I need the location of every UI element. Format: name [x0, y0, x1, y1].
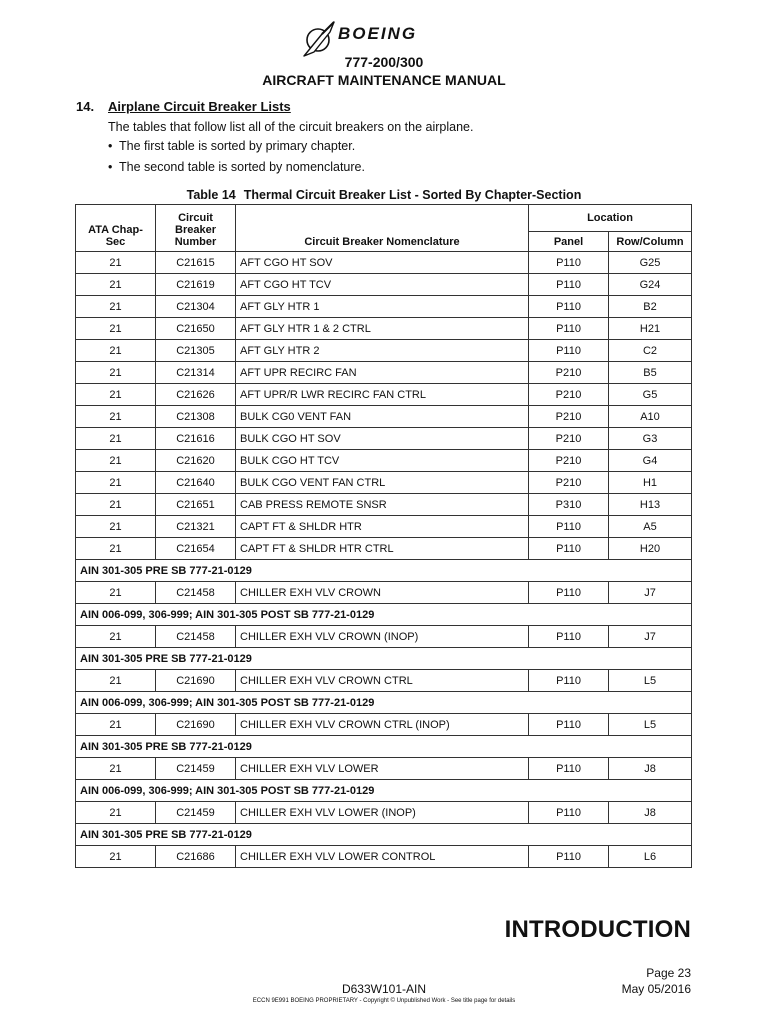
brand-wordmark: BOEING: [338, 24, 418, 43]
header-row-column: Row/Column: [609, 232, 692, 252]
effectivity-note: AIN 301-305 PRE SB 777-21-0129: [76, 824, 692, 846]
cell-nomenclature: CAPT FT & SHLDR HTR CTRL: [236, 538, 529, 560]
cell-ata: 21: [76, 758, 156, 780]
header-ata-chap-sec: ATA Chap-Sec: [76, 205, 156, 252]
table-row: [76, 340, 692, 362]
cell-row-column: J8: [609, 802, 692, 824]
table-row: [76, 538, 692, 560]
cell-cb-number: C21686: [156, 846, 236, 868]
cell-cb-number: C21459: [156, 758, 236, 780]
cell-ata: 21: [76, 494, 156, 516]
cell-cb-number: C21616: [156, 428, 236, 450]
cell-cb-number: C21690: [156, 714, 236, 736]
table-row: [76, 714, 692, 736]
cell-cb-number: C21314: [156, 362, 236, 384]
cell-ata: 21: [76, 428, 156, 450]
cell-row-column: J7: [609, 626, 692, 648]
cell-panel: P210: [529, 472, 609, 494]
cell-row-column: J8: [609, 758, 692, 780]
chapter-label: INTRODUCTION: [504, 916, 691, 943]
section-number: 14.: [76, 99, 95, 114]
cell-cb-number: C21626: [156, 384, 236, 406]
table-row: [76, 472, 692, 494]
cell-panel: P110: [529, 538, 609, 560]
cell-row-column: J7: [609, 582, 692, 604]
cell-nomenclature: CHILLER EXH VLV CROWN: [236, 582, 529, 604]
cell-row-column: A10: [609, 406, 692, 428]
cell-panel: P110: [529, 758, 609, 780]
cell-ata: 21: [76, 318, 156, 340]
page-number: Page 23: [646, 966, 691, 980]
cell-panel: P110: [529, 274, 609, 296]
cell-ata: 21: [76, 252, 156, 274]
effectivity-note: AIN 006-099, 306-999; AIN 301-305 POST SB 777-21-0129: [76, 692, 692, 714]
table-row: [76, 318, 692, 340]
table-row: [76, 252, 692, 274]
cell-nomenclature: CHILLER EXH VLV LOWER: [236, 758, 529, 780]
cell-cb-number: C21615: [156, 252, 236, 274]
section-title: Airplane Circuit Breaker Lists: [108, 99, 291, 114]
cell-nomenclature: BULK CG0 VENT FAN: [236, 406, 529, 428]
cell-cb-number: C21305: [156, 340, 236, 362]
cell-panel: P110: [529, 296, 609, 318]
cell-cb-number: C21321: [156, 516, 236, 538]
cell-cb-number: C21654: [156, 538, 236, 560]
cell-cb-number: C21304: [156, 296, 236, 318]
cell-panel: P210: [529, 362, 609, 384]
cell-row-column: A5: [609, 516, 692, 538]
table-row: [76, 802, 692, 824]
cell-panel: P110: [529, 340, 609, 362]
bullet-text: The first table is sorted by primary chapter.: [119, 139, 356, 153]
header-cb-number: Circuit Breaker Number: [156, 205, 236, 252]
cell-cb-number: C21459: [156, 802, 236, 824]
circuit-breaker-table: [75, 204, 692, 868]
effectivity-note: AIN 301-305 PRE SB 777-21-0129: [76, 648, 692, 670]
revision-date: May 05/2016: [621, 982, 691, 996]
cell-panel: P210: [529, 450, 609, 472]
cell-row-column: G5: [609, 384, 692, 406]
cell-ata: 21: [76, 340, 156, 362]
effectivity-note: AIN 301-305 PRE SB 777-21-0129: [76, 736, 692, 758]
cell-nomenclature: BULK CGO HT TCV: [236, 450, 529, 472]
table-note-row: [76, 560, 692, 582]
cell-ata: 21: [76, 582, 156, 604]
cell-cb-number: C21619: [156, 274, 236, 296]
cell-ata: 21: [76, 670, 156, 692]
cell-ata: 21: [76, 384, 156, 406]
cell-panel: P210: [529, 384, 609, 406]
cell-panel: P110: [529, 670, 609, 692]
cell-ata: 21: [76, 516, 156, 538]
table-row: [76, 406, 692, 428]
cell-nomenclature: CHILLER EXH VLV LOWER (INOP): [236, 802, 529, 824]
cell-row-column: L6: [609, 846, 692, 868]
cell-ata: 21: [76, 802, 156, 824]
cell-ata: 21: [76, 274, 156, 296]
aircraft-model: 777-200/300: [344, 54, 424, 70]
header-panel: Panel: [529, 232, 609, 252]
cell-panel: P110: [529, 802, 609, 824]
cell-cb-number: C21308: [156, 406, 236, 428]
table-note-row: [76, 692, 692, 714]
cell-nomenclature: AFT GLY HTR 2: [236, 340, 529, 362]
cell-cb-number: C21640: [156, 472, 236, 494]
table-note-row: [76, 736, 692, 758]
cell-row-column: H21: [609, 318, 692, 340]
cell-nomenclature: CAPT FT & SHLDR HTR: [236, 516, 529, 538]
cell-ata: 21: [76, 846, 156, 868]
cell-nomenclature: CHILLER EXH VLV CROWN (INOP): [236, 626, 529, 648]
table-note-row: [76, 604, 692, 626]
document-id: D633W101-AIN: [341, 982, 427, 996]
cell-row-column: G24: [609, 274, 692, 296]
table-row: [76, 670, 692, 692]
table-row: [76, 846, 692, 868]
cell-nomenclature: CHILLER EXH VLV CROWN CTRL (INOP): [236, 714, 529, 736]
cell-panel: P110: [529, 516, 609, 538]
cell-row-column: B2: [609, 296, 692, 318]
cell-cb-number: C21458: [156, 626, 236, 648]
cell-panel: P110: [529, 846, 609, 868]
cell-panel: P310: [529, 494, 609, 516]
cell-nomenclature: CAB PRESS REMOTE SNSR: [236, 494, 529, 516]
cell-row-column: C2: [609, 340, 692, 362]
table-row: [76, 274, 692, 296]
effectivity-note: AIN 301-305 PRE SB 777-21-0129: [76, 560, 692, 582]
table-note-row: [76, 648, 692, 670]
section-intro: The tables that follow list all of the circuit breakers on the airplane.: [108, 120, 474, 134]
cell-row-column: G3: [609, 428, 692, 450]
bullet-item: • The first table is sorted by primary chapter.: [108, 139, 356, 153]
cell-panel: P110: [529, 626, 609, 648]
manual-title: AIRCRAFT MAINTENANCE MANUAL: [262, 72, 506, 88]
header-location: Location: [529, 205, 692, 232]
cell-ata: 21: [76, 450, 156, 472]
cell-ata: 21: [76, 626, 156, 648]
cell-panel: P210: [529, 428, 609, 450]
cell-row-column: L5: [609, 670, 692, 692]
cell-row-column: H13: [609, 494, 692, 516]
table-body: [76, 252, 692, 868]
cell-nomenclature: AFT UPR RECIRC FAN: [236, 362, 529, 384]
cell-row-column: H20: [609, 538, 692, 560]
cell-nomenclature: BULK CGO VENT FAN CTRL: [236, 472, 529, 494]
cell-ata: 21: [76, 406, 156, 428]
effectivity-note: AIN 006-099, 306-999; AIN 301-305 POST SB 777-21-0129: [76, 604, 692, 626]
table-row: [76, 450, 692, 472]
cell-panel: P110: [529, 582, 609, 604]
table-caption: [0, 188, 768, 202]
cell-panel: P110: [529, 714, 609, 736]
cell-nomenclature: AFT CGO HT TCV: [236, 274, 529, 296]
table-row: [76, 362, 692, 384]
cell-nomenclature: AFT GLY HTR 1: [236, 296, 529, 318]
table-note-row: [76, 780, 692, 802]
table-row: [76, 516, 692, 538]
table-row: [76, 384, 692, 406]
cell-nomenclature: BULK CGO HT SOV: [236, 428, 529, 450]
bullet-item: • The second table is sorted by nomenclature.: [108, 160, 365, 174]
table-row: [76, 428, 692, 450]
cell-nomenclature: AFT GLY HTR 1 & 2 CTRL: [236, 318, 529, 340]
cell-ata: 21: [76, 714, 156, 736]
table-row: [76, 296, 692, 318]
table-row: [76, 582, 692, 604]
bullet-text: The second table is sorted by nomenclature.: [119, 160, 365, 174]
cell-row-column: G25: [609, 252, 692, 274]
cell-nomenclature: AFT CGO HT SOV: [236, 252, 529, 274]
cell-panel: P110: [529, 318, 609, 340]
cell-cb-number: C21458: [156, 582, 236, 604]
table-caption-title: Thermal Circuit Breaker List - Sorted By Chapter-Section: [243, 188, 582, 202]
cell-cb-number: C21651: [156, 494, 236, 516]
cell-cb-number: C21650: [156, 318, 236, 340]
table-row: [76, 626, 692, 648]
cell-row-column: B5: [609, 362, 692, 384]
cell-ata: 21: [76, 472, 156, 494]
table-row: [76, 494, 692, 516]
table-note-row: [76, 824, 692, 846]
cell-nomenclature: AFT UPR/R LWR RECIRC FAN CTRL: [236, 384, 529, 406]
eccn-notice: ECCN 9E991 BOEING PROPRIETARY - Copyright © Unpublished Work - See title page for details: [252, 998, 516, 1004]
table-row: [76, 758, 692, 780]
cell-ata: 21: [76, 296, 156, 318]
table-caption-number: Table 14: [186, 188, 236, 202]
cell-nomenclature: CHILLER EXH VLV LOWER CONTROL: [236, 846, 529, 868]
effectivity-note: AIN 006-099, 306-999; AIN 301-305 POST SB 777-21-0129: [76, 780, 692, 802]
cell-cb-number: C21690: [156, 670, 236, 692]
header-nomenclature: Circuit Breaker Nomenclature: [236, 205, 529, 252]
cell-nomenclature: CHILLER EXH VLV CROWN CTRL: [236, 670, 529, 692]
cell-panel: P110: [529, 252, 609, 274]
cell-panel: P210: [529, 406, 609, 428]
cell-ata: 21: [76, 362, 156, 384]
cell-row-column: L5: [609, 714, 692, 736]
cell-row-column: G4: [609, 450, 692, 472]
cell-row-column: H1: [609, 472, 692, 494]
cell-cb-number: C21620: [156, 450, 236, 472]
cell-ata: 21: [76, 538, 156, 560]
